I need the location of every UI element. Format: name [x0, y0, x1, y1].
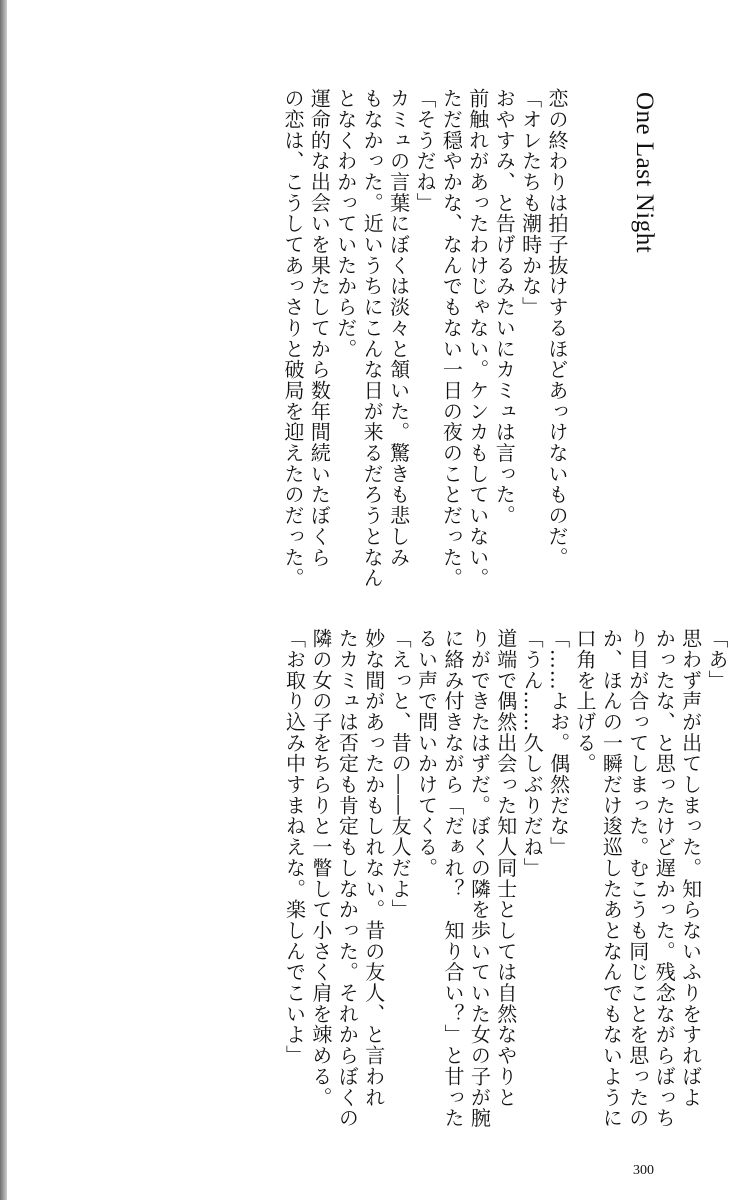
text-block-bottom — [281, 628, 730, 1128]
text-line: 口角を上げる。 — [572, 628, 597, 774]
text-block-top — [280, 88, 570, 588]
text-line: りができたはずだ。ぼくの隣を歩いていた女の子が腕 — [467, 628, 492, 1129]
text-line: おやすみ、と告げるみたいにカミュは言った。 — [492, 88, 517, 526]
text-line: 「……よお。偶然だな」 — [546, 628, 571, 858]
text-line: 隣の女の子をちらりと一瞥して小さく肩を竦める。 — [308, 628, 333, 1108]
text-line: るい声で問いかけてくる。 — [414, 628, 439, 879]
text-line: 「あ」 — [705, 628, 729, 691]
text-line: 「えっと、昔の――友人だよ」 — [388, 628, 413, 920]
text-line: の恋は、こうしてあっさりと破局を迎えたのだった。 — [280, 88, 305, 589]
text-line: に絡み付きながら「だぁれ？ 知り合い？」と甘った — [440, 628, 465, 1129]
text-line: り目が合ってしまった。むこうも同じことを思ったの — [625, 628, 650, 1129]
text-line: 恋の終わりは拍子抜けするほどあっけないものだ。 — [545, 88, 569, 568]
chapter-title: One Last Night — [631, 92, 658, 254]
text-line: 前触れがあったわけじゃない。ケンカもしていない。 — [465, 88, 490, 589]
page-number: 300 — [633, 1163, 654, 1178]
text-line: 「オレたちも潮時かな」 — [518, 88, 543, 318]
text-line: ただ穏やかな、なんでもない一日の夜のことだった。 — [439, 88, 464, 589]
text-line: 「うん……久しぶりだね」 — [520, 628, 545, 879]
text-line: か、ほんの一瞬だけ逡巡したあとなんでもないように — [599, 628, 624, 1129]
text-line: もなかった。近いうちにこんな日が来るだろうとなん — [360, 88, 385, 589]
text-line: 運命的な出会いを果たしてから数年間続いたぼくら — [307, 88, 332, 568]
text-line: かったな、と思ったけど遅かった。残念ながらばっち — [652, 628, 677, 1129]
text-line: 「お取り込み中すまねえな。楽しんでこいよ」 — [282, 628, 307, 1066]
text-line: 思わず声が出てしまった。知らないふりをすればよ — [678, 628, 703, 1108]
text-line: 「そうだね」 — [412, 88, 437, 214]
text-line: カミュの言葉にぼくは淡々と頷いた。驚きも悲しみ — [386, 88, 411, 568]
text-line: となくわかっていたからだ。 — [333, 88, 358, 360]
text-line: 道端で偶然出会った知人同士としては自然なやりと — [493, 628, 518, 1108]
text-line: たカミュは否定も肯定もしなかった。それからぼくの — [335, 628, 360, 1129]
text-line: 妙な間があったかもしれない。昔の友人、と言われ — [361, 628, 386, 1108]
